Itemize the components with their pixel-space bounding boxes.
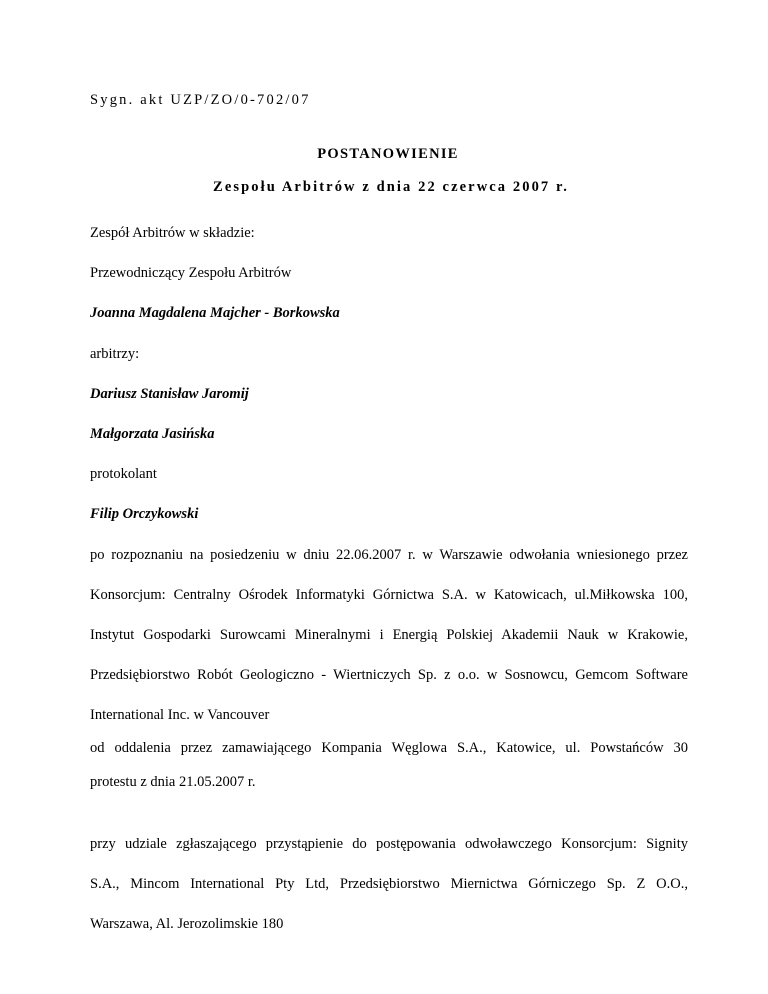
paragraph-line: protestu z dnia 21.05.2007 r. [90,774,256,790]
paragraph-line: przy udziale zgłaszającego przystąpienie do postępowania odwoławczego Konsorcjum: Signity [90,836,688,852]
case-signature: Sygn. akt UZP/ZO/0-702/07 [90,92,311,108]
paragraph-line: Konsorcjum: Centralny Ośrodek Informatyki Górnictwa S.A. w Katowicach, ul.Miłkowska 100, [90,587,688,603]
document-subtitle: Zespołu Arbitrów z dnia 22 czerwca 2007 r. [213,179,569,195]
paragraph-line: S.A., Mincom International Pty Ltd, Przedsiębiorstwo Miernictwa Górniczego Sp. Z O.O., [90,876,688,892]
paragraph-line: Przedsiębiorstwo Robót Geologiczno - Wiertniczych Sp. z o.o. w Sosnowcu, Gemcom Software [90,667,688,683]
clerk-name: Filip Orczykowski [90,506,199,522]
clerk-label: protokolant [90,466,157,482]
paragraph-line: Warszawa, Al. Jerozolimskie 180 [90,916,284,932]
document-title: POSTANOWIENIE [317,146,459,162]
paragraph-line: od oddalenia przez zamawiającego Kompania Węglowa S.A., Katowice, ul. Powstańców 30 [90,740,688,756]
paragraph-line: International Inc. w Vancouver [90,707,270,723]
chair-label: Przewodniczący Zespołu Arbitrów [90,265,292,281]
chair-name: Joanna Magdalena Majcher - Borkowska [90,305,340,321]
paragraph-line: po rozpoznaniu na posiedzeniu w dniu 22.06.2007 r. w Warszawie odwołania wniesionego przez [90,547,688,563]
paragraph-line: Instytut Gospodarki Surowcami Mineralnymi i Energią Polskiej Akademii Nauk w Krakowie, [90,627,688,643]
panel-intro: Zespół Arbitrów w składzie: [90,225,255,241]
arbitrators-label: arbitrzy: [90,346,140,362]
arbitrator-name: Dariusz Stanisław Jaromij [90,386,249,402]
arbitrator-name: Małgorzata Jasińska [90,426,215,442]
